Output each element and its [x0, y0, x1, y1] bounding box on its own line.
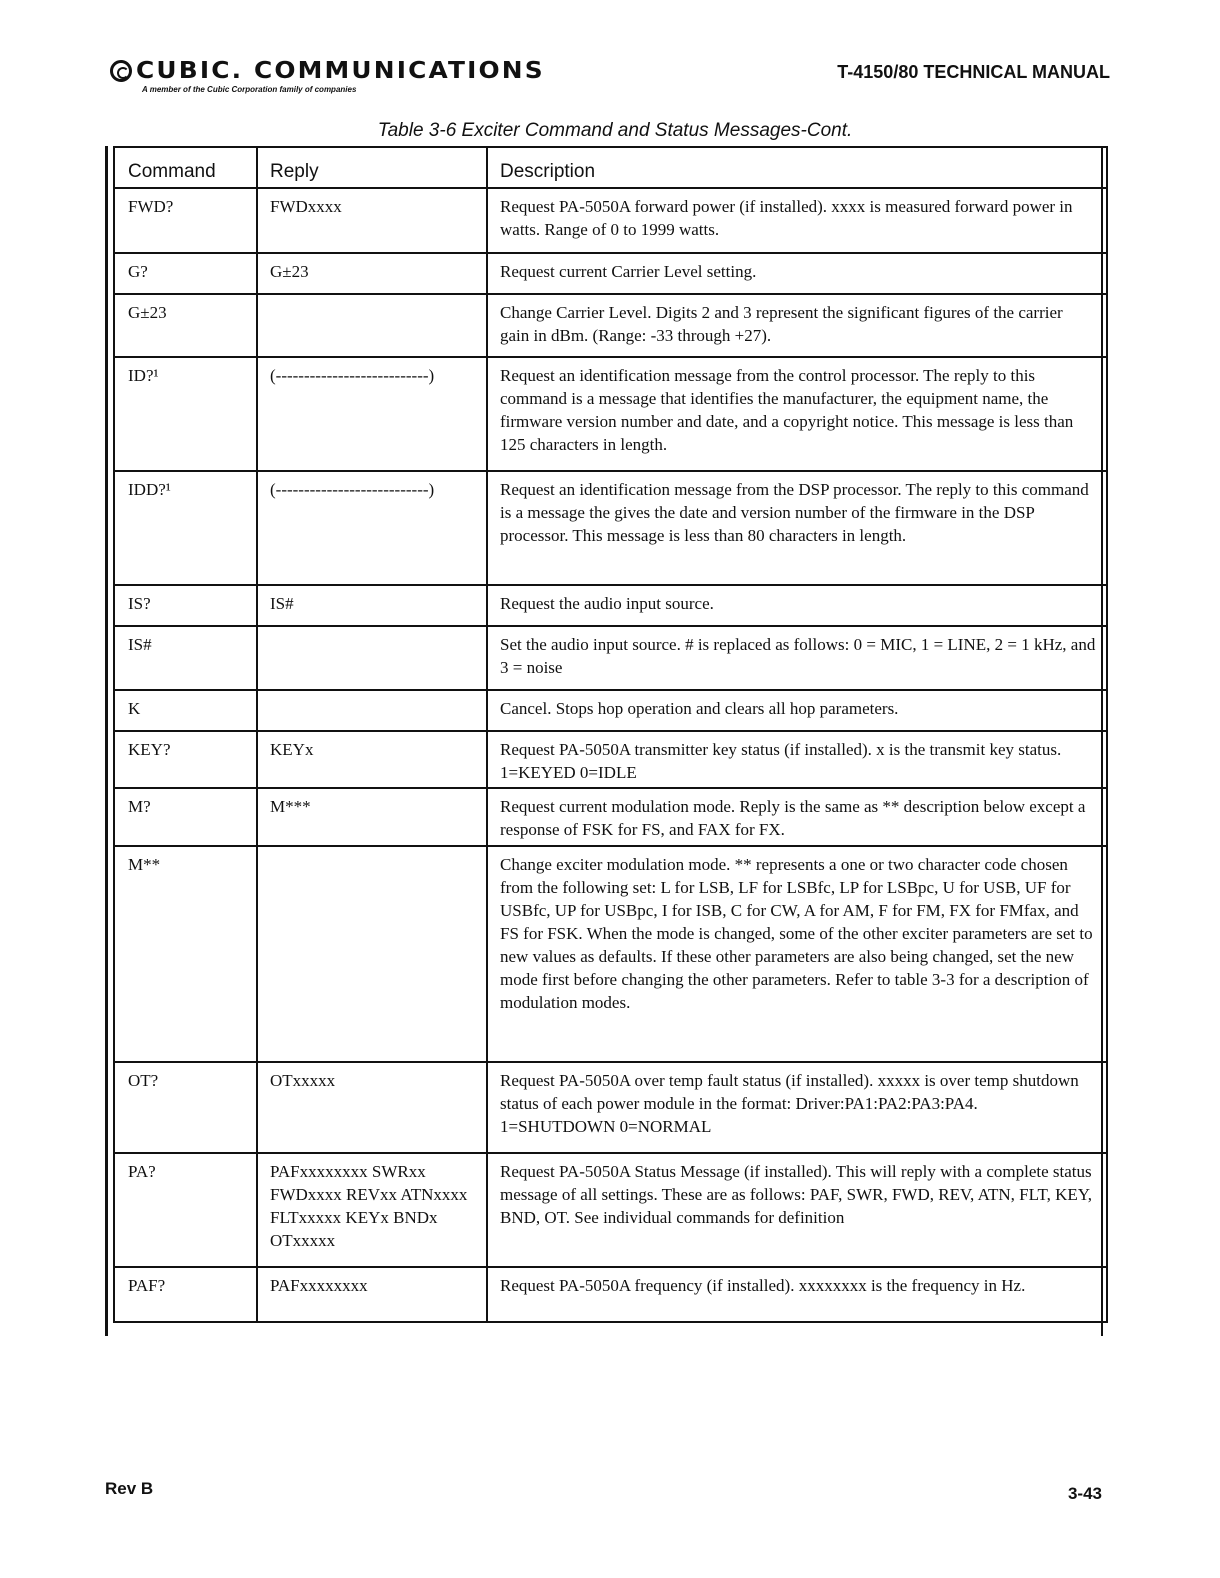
- description-cell: Request PA-5050A over temp fault status (if installed). xxxxx is over temp shutdown status of each power module in the format: Driver:PA1:PA2:PA3:PA4. 1=SHUTDOWN 0=NORMAL: [487, 1062, 1107, 1153]
- command-cell: IS?: [114, 585, 257, 626]
- description-cell: Request current modulation mode. Reply is the same as ** description below except a response of FSK for FS, and FAX for FX.: [487, 788, 1107, 846]
- reply-cell: [257, 846, 487, 1062]
- table-row: [114, 1267, 1107, 1322]
- table-row: [114, 690, 1107, 731]
- table-row: [114, 357, 1107, 471]
- table-header-row: [114, 147, 1107, 188]
- reply-cell: PAFxxxxxxxx SWRxx FWDxxxx REVxx ATNxxxx FLTxxxxx KEYx BNDx OTxxxxx: [257, 1153, 487, 1267]
- command-cell: G±23: [114, 294, 257, 357]
- company-name: CUBIC. COMMUNICATIONS: [136, 58, 545, 84]
- cubic-logo-icon: [110, 60, 132, 82]
- manual-title: T-4150/80 TECHNICAL MANUAL: [837, 62, 1110, 82]
- table-row: [114, 1153, 1107, 1267]
- reply-cell: PAFxxxxxxxx: [257, 1267, 487, 1322]
- command-cell: K: [114, 690, 257, 731]
- reply-cell: [257, 690, 487, 731]
- command-cell: OT?: [114, 1062, 257, 1153]
- table-row: [114, 585, 1107, 626]
- company-logo: [110, 58, 545, 84]
- command-cell: G?: [114, 253, 257, 294]
- table-title: Table 3-6 Exciter Command and Status Messages-Cont.: [377, 120, 853, 141]
- command-cell: ID?¹: [114, 357, 257, 471]
- command-cell: IS#: [114, 626, 257, 690]
- table-row: [114, 731, 1107, 788]
- reply-cell: (---------------------------): [257, 471, 487, 585]
- description-cell: Cancel. Stops hop operation and clears all hop parameters.: [487, 690, 1107, 731]
- company-tagline: A member of the Cubic Corporation family of companies: [142, 85, 357, 94]
- revision-label: Rev B: [105, 1479, 154, 1498]
- description-cell: Request an identification message from the DSP processor. The reply to this command is a message the gives the date and version number of the firmware in the DSP processor. This message is less than 80 characters in length.: [487, 471, 1107, 585]
- description-cell: Change Carrier Level. Digits 2 and 3 represent the significant figures of the carrier gain in dBm. (Range: -33 through +27).: [487, 294, 1107, 357]
- command-cell: PAF?: [114, 1267, 257, 1322]
- command-cell: FWD?: [114, 188, 257, 253]
- company-header: [110, 58, 545, 94]
- description-cell: Request PA-5050A forward power (if installed). xxxx is measured forward power in watts. Range of 0 to 1999 watts.: [487, 188, 1107, 253]
- command-cell: IDD?¹: [114, 471, 257, 585]
- command-cell: M?: [114, 788, 257, 846]
- table-row: [114, 788, 1107, 846]
- description-cell: Request the audio input source.: [487, 585, 1107, 626]
- reply-cell: IS#: [257, 585, 487, 626]
- table-row: [114, 294, 1107, 357]
- reply-cell: FWDxxxx: [257, 188, 487, 253]
- table-row: [114, 1062, 1107, 1153]
- command-cell: KEY?: [114, 731, 257, 788]
- command-cell: M**: [114, 846, 257, 1062]
- column-header-description: Description: [487, 147, 1107, 188]
- table-row: [114, 253, 1107, 294]
- page-number: 3-43: [1067, 1484, 1102, 1503]
- table-row: [114, 471, 1107, 585]
- table-body: [114, 188, 1107, 1322]
- command-table: [113, 146, 1108, 1323]
- description-cell: Request an identification message from the control processor. The reply to this command is a message that identifies the manufacturer, the equipment name, the firmware version number and date, and a copyright notice. This message is less than 125 characters in length.: [487, 357, 1107, 471]
- description-cell: Request PA-5050A Status Message (if installed). This will reply with a complete status message of all settings. These are as follows: PAF, SWR, FWD, REV, ATN, FLT, KEY, BND, OT. See individual commands for definition: [487, 1153, 1107, 1267]
- reply-cell: [257, 294, 487, 357]
- table-row: [114, 846, 1107, 1062]
- table-row: [114, 626, 1107, 690]
- reply-cell: M***: [257, 788, 487, 846]
- reply-cell: OTxxxxx: [257, 1062, 487, 1153]
- column-header-command: Command: [114, 147, 257, 188]
- description-cell: Change exciter modulation mode. ** represents a one or two character code chosen from the following set: L for LSB, LF for LSBfc, LP for LSBpc, U for USB, UF for USBfc, UP for USBpc, I for ISB, C for CW, A for AM, F for FM, FX for FMfax, and FS for FSK. When the mode is changed, some of the other exciter parameters are set to new values as defaults. If these other parameters are also being changed, set the new mode first before changing the other parameters. Refer to table 3-3 for a description of modulation modes.: [487, 846, 1107, 1062]
- reply-cell: G±23: [257, 253, 487, 294]
- column-header-reply: Reply: [257, 147, 487, 188]
- command-cell: PA?: [114, 1153, 257, 1267]
- reply-cell: (---------------------------): [257, 357, 487, 471]
- reply-cell: [257, 626, 487, 690]
- reply-cell: KEYx: [257, 731, 487, 788]
- description-cell: Set the audio input source. # is replaced as follows: 0 = MIC, 1 = LINE, 2 = 1 kHz, and 3 = noise: [487, 626, 1107, 690]
- description-cell: Request current Carrier Level setting.: [487, 253, 1107, 294]
- description-cell: Request PA-5050A transmitter key status (if installed). x is the transmit key status. 1=KEYED 0=IDLE: [487, 731, 1107, 788]
- description-cell: Request PA-5050A frequency (if installed). xxxxxxxx is the frequency in Hz.: [487, 1267, 1107, 1322]
- table-row: [114, 188, 1107, 253]
